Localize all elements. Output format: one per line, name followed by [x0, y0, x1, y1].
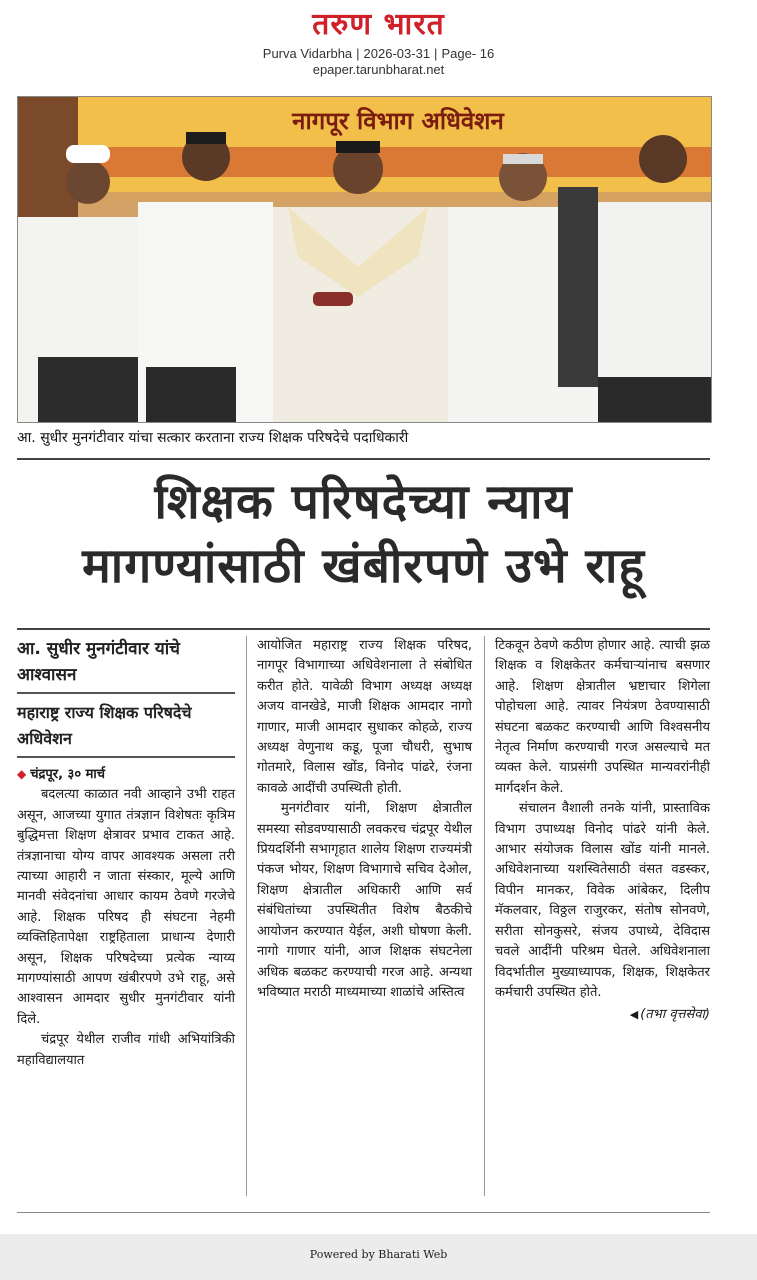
footer	[0, 1234, 757, 1280]
headline-line-1: शिक्षक परिषदेच्या न्याय	[154, 474, 573, 530]
paragraph: संचालन वैशाली तनके यांनी, प्रास्ताविक विभाग उपाध्यक्ष विनोद पांढरे यांनी केले. आभार संयोजक विलास खोंड यांनी मानले. अधिवेशनाच्या यशस्वितेसाठी वंसत वडस्कर, विपीन मानकर, विवेक आंबेकर, दिलीप मॅकलवार, विठ्ठल राजुरकर, संतोष सोनवणे, सरीता सोनकुसरे, संजय उपाध्ये, देविदास चवले आदींनी परिश्रम घेतले. अधिवेशनाला विदर्भातील मुख्याध्यापक, शिक्षक, शिक्षकेतर कर्मचारी उपस्थित होते.	[495, 801, 710, 1000]
article-photo	[17, 96, 712, 423]
column-divider	[246, 636, 247, 1196]
masthead	[0, 8, 757, 78]
powered-by-link[interactable]: Powered by Bharati Web	[309, 1248, 448, 1261]
newspaper-logo[interactable]	[0, 8, 757, 42]
article-column-1	[17, 636, 235, 1071]
paragraph: मुनगंटीवार यांनी, शिक्षण क्षेत्रातील समस्या सोडवण्यासाठी लवकरच चंद्रपूर येथील प्रियदर्शिनी सभागृहात शालेय शिक्षण राज्यमंत्री पंकज भोयर, शिक्षण विभागाचे सचिव देओल, शिक्षण क्षेत्रातील अधिकारी आणि सर्व संबंधितांच्या उपस्थितीत विशेष बैठकीचे आयोजन करण्यात येईल, अशी घोषणा केली. नागो गाणार यांनी, आज शिक्षक संघटनेला अधिक बळकट करण्याची गरज आहे. अन्यथा भविष्यात मराठी माध्यमाच्या शाळांचे अस्तित्व	[257, 801, 472, 1000]
page-number: Page- 16	[441, 46, 495, 61]
paragraph: टिकवून ठेवणे कठीण होणार आहे. त्याची झळ शिक्षक व शिक्षकेतर कर्मचाऱ्यांनाच बसणार आहे. शिक्षण क्षेत्रातील भ्रष्टाचार शिगेला पोहोचला आहे. त्यावर नियंत्रण ठेवण्यासाठी संघटना बळकट करण्याची आणि विश्वसनीय नेतृत्व निर्माण करण्याची गरज असल्याचे मत व्यक्त केले. याप्रसंगी उपस्थित मान्यवरांनीही मार्गदर्शन केले.	[495, 638, 710, 796]
headline-line-2: मागण्यांसाठी खंबीरपणे उभे राहू	[82, 538, 645, 594]
edition-name: Purva Vidarbha	[262, 46, 353, 61]
edition-date: 2026-03-31	[363, 46, 431, 61]
article-column-3	[495, 636, 710, 1026]
photo-caption: आ. सुधीर मुनगंटीवार यांचा सत्कार करताना राज्य शिक्षक परिषदेचे पदाधिकारी	[17, 430, 409, 446]
divider	[17, 458, 710, 460]
headline	[17, 470, 710, 598]
subheadline-1: आ. सुधीर मुनगंटीवार यांचे आश्वासन	[17, 639, 180, 685]
logo-text: तरुण भारत	[312, 7, 445, 42]
diamond-icon: ◆	[17, 767, 27, 781]
divider	[17, 628, 710, 630]
column-divider	[484, 636, 485, 1196]
edition-info: Purva Vidarbha | 2026-03-31 | Page- 16	[262, 46, 495, 61]
dateline	[17, 764, 235, 785]
banner-text: नागपूर विभाग अधिवेशन	[292, 107, 504, 135]
epaper-url[interactable]: epaper.tarunbharat.net	[312, 62, 445, 77]
byline-credit	[495, 1005, 710, 1025]
divider	[17, 1212, 710, 1213]
paragraph: आयोजित महाराष्ट्र राज्य शिक्षक परिषद, नागपूर विभागाच्या अधिवेशनाला ते संबोधित करीत होते. यावेळी विभाग अध्यक्ष अध्यक्ष अजय वानखेडे, माजी शिक्षक आमदार नागो गाणार, माजी आमदार सुधाकर कोहळे, राज्य अध्यक्ष वेणुनाथ कडू, पूजा चौधरी, सुभाष गोतमारे, विलास खोंड, विनोद पांढरे, रंजना कावळे आदींची उपस्थिती होती.	[257, 638, 472, 796]
dateline-text: चंद्रपूर, ३० मार्च	[30, 767, 105, 782]
credit-text: (तभा वृत्तसेवा)	[640, 1007, 710, 1023]
photo-illustration	[18, 97, 711, 422]
divider	[17, 756, 235, 758]
divider	[17, 692, 235, 694]
paragraph: चंद्रपूर येथील राजीव गांधी अभियांत्रिकी महाविद्यालयात	[17, 1032, 235, 1068]
paragraph: बदलत्या काळात नवी आव्हाने उभी राहत असून, आजच्या युगात तंत्रज्ञान विशेषतः कृत्रिम बुद्धिमत्ता शिक्षण क्षेत्रावर प्रभाव टाकत आहे. तंत्रज्ञानाचा योग्य वापर आवश्यक असला तरी त्याच्या आहारी न जाता संस्कार, मूल्ये आणि मानवी संवेदनांचा आधार कायम ठेवणे गरजेचे आहे. शिक्षक परिषद ही संघटना नेहमी व्यक्तिहितापेक्षा राष्ट्रहिताला प्राधान्य देणारी असून, शिक्षक परिषदेच्या प्रत्येक न्याय्य मागण्यांसाठी आपण खंबीरपणे उभे राहू, असे आश्वासन आमदार सुधीर मुनगंटीवार यांनी दिले.	[17, 787, 235, 1027]
article-column-2	[257, 636, 472, 1003]
subheadline-2: महाराष्ट्र राज्य शिक्षक परिषदेचे अधिवेशन	[17, 703, 192, 748]
triangle-left-icon: ◀	[629, 1008, 639, 1022]
